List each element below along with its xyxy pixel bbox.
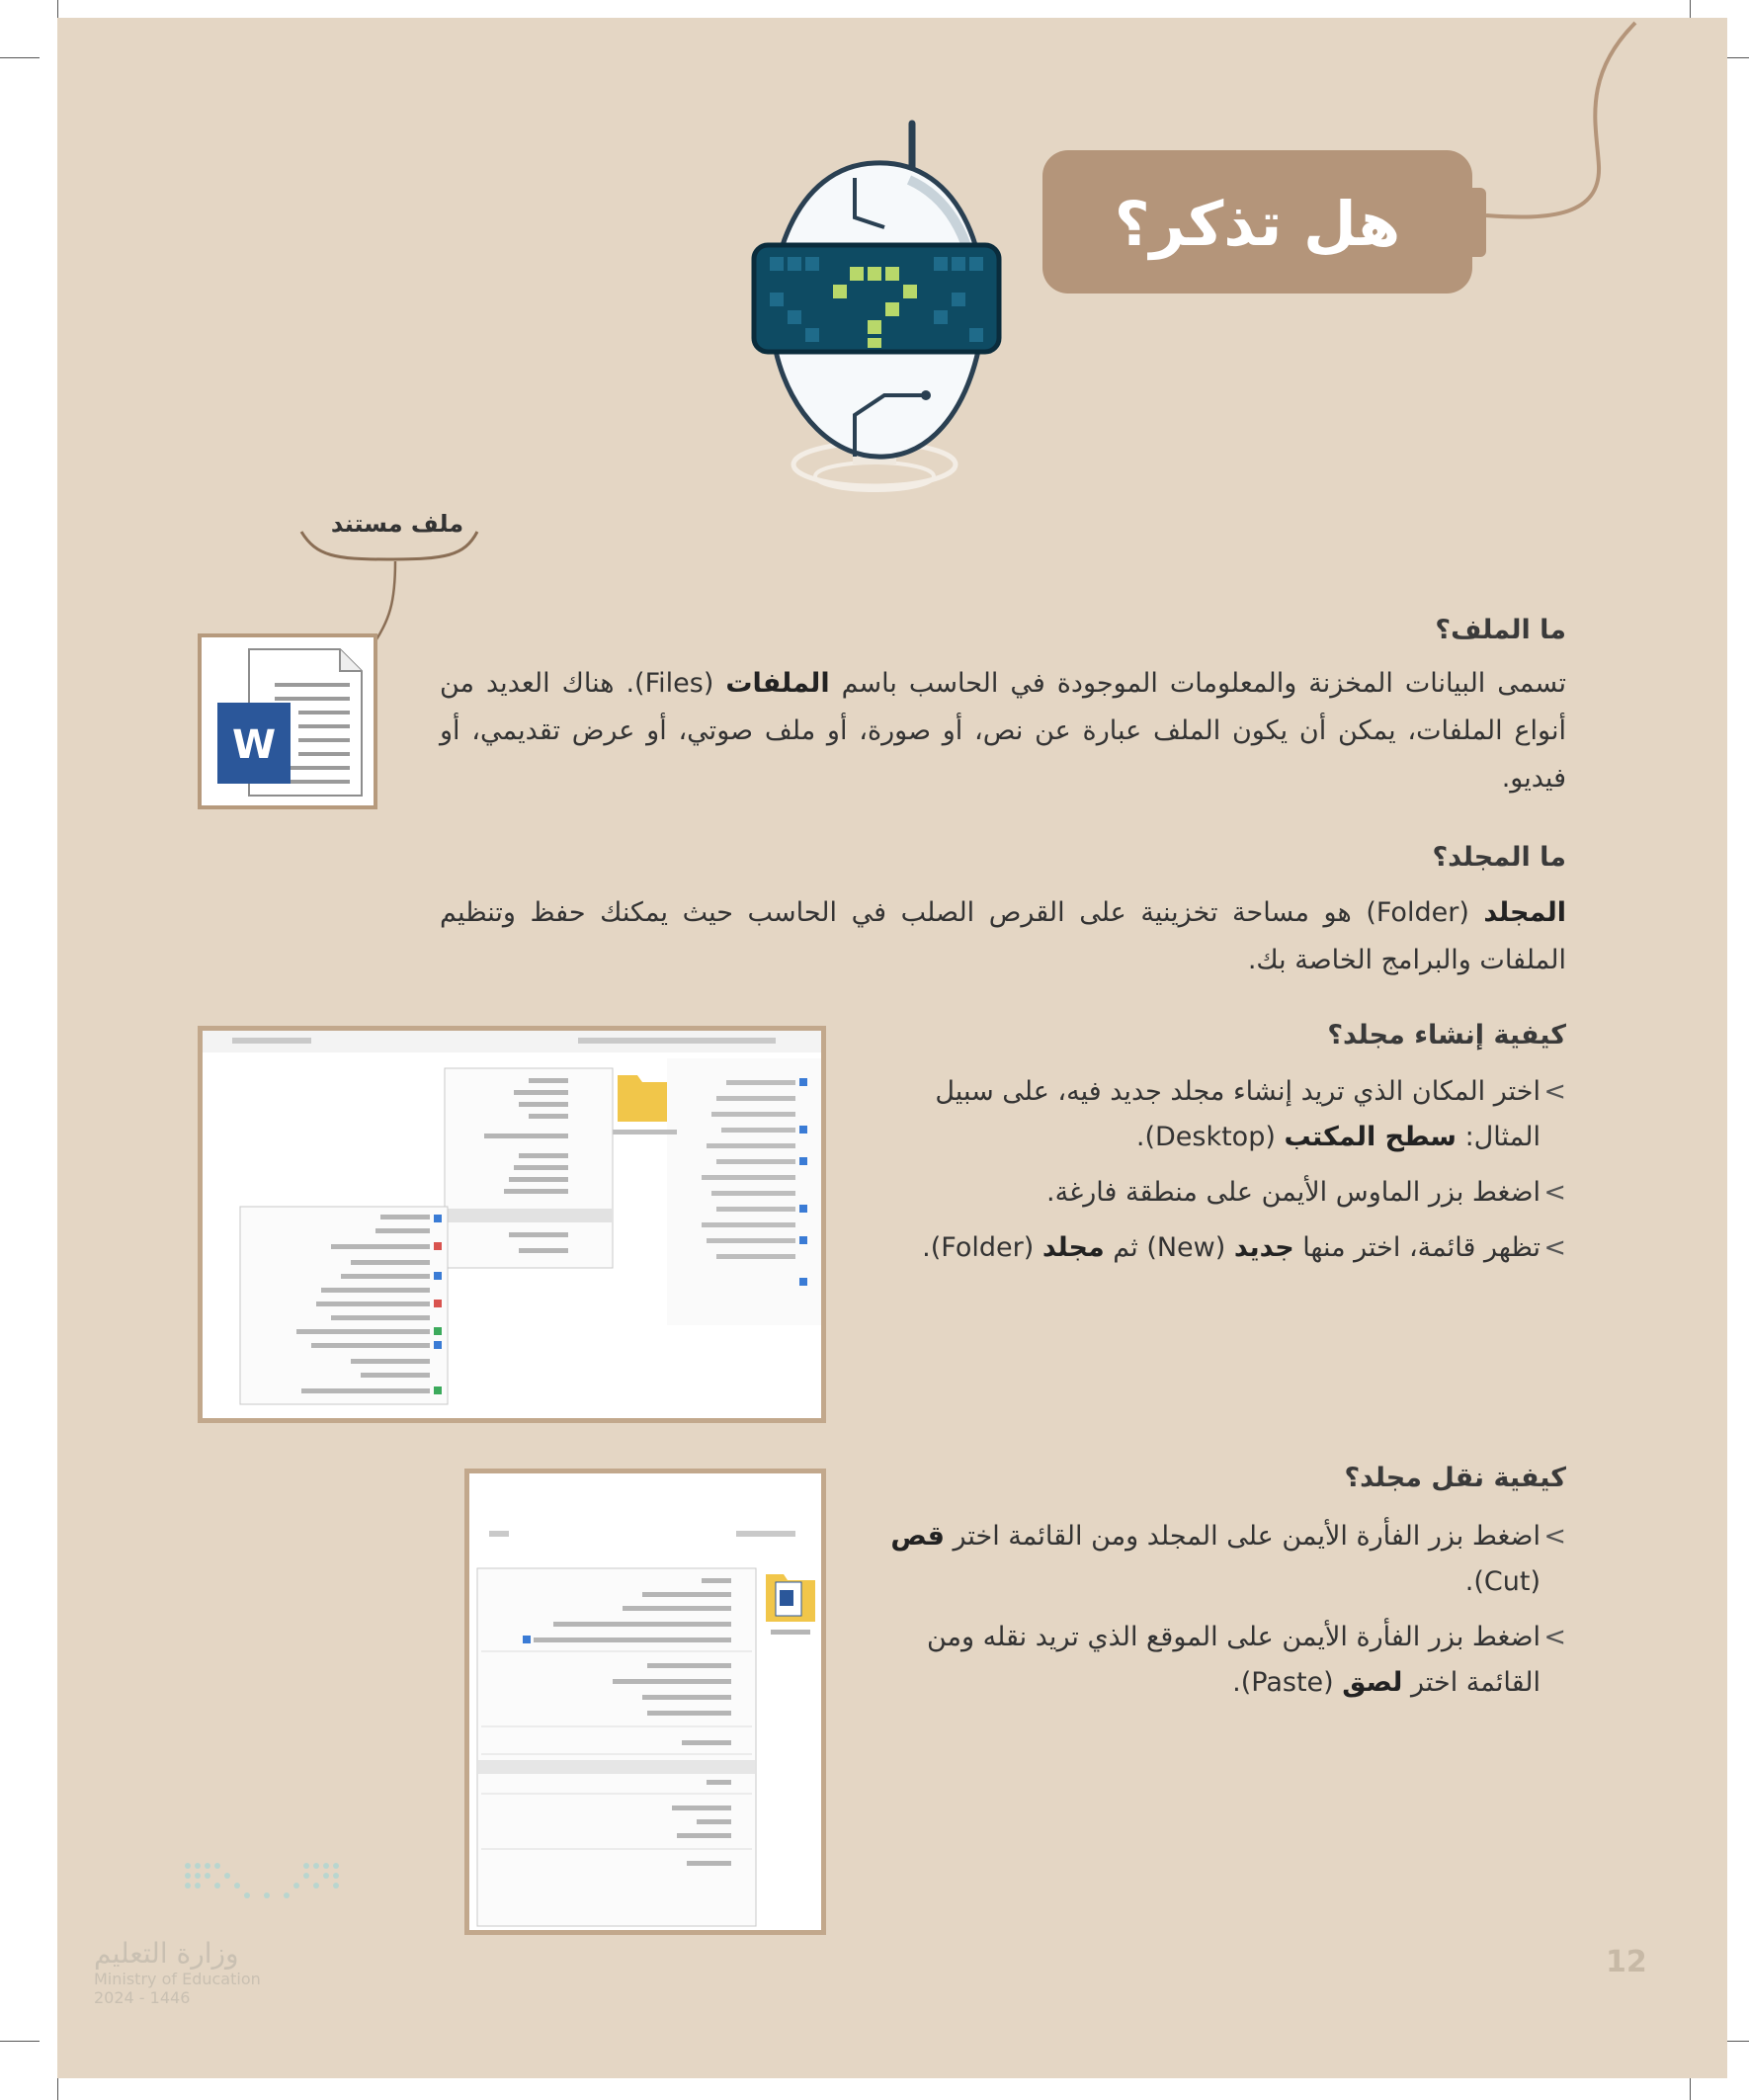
folder-paragraph: المجلد (Folder) هو مساحة تخزينية على القرص الصلب في الحاسب حيث يمكنك حفظ وتنظيم الملفات والبرامج الخاصة بك.: [440, 897, 1566, 975]
title-tab: [1472, 188, 1486, 257]
crop-mark: [0, 57, 40, 58]
file-paragraph: تسمى البيانات المخزنة والمعلومات الموجودة في الحاسب باسم الملفات (Files). هناك العديد من أنواع الملفات، يمكن أن يكون الملف عبارة عن نص، أو صورة، أو ملف صوتي، أو عرض تقديمي، أو فيديو.: [440, 668, 1566, 794]
document-file-box: [198, 633, 377, 809]
word-document-icon: [202, 637, 374, 805]
page-number: 12: [1606, 1945, 1647, 1979]
move-folder-steps: [874, 1514, 1566, 1716]
create-step-2: > اضغط بزر الماوس الأيمن على منطقة فارغة.: [874, 1170, 1566, 1216]
folder-heading: ما المجلد؟: [1432, 842, 1566, 873]
cut-paste-menu-image: [469, 1473, 821, 1930]
edition-year: 2024 - 1446: [94, 1988, 191, 2007]
crop-mark: [0, 2041, 40, 2042]
page-title: هل تذكر؟: [1114, 188, 1401, 260]
ministry-footer: [94, 1937, 311, 2007]
move-folder-screenshot: [464, 1469, 826, 1935]
file-heading: ما الملف؟: [1435, 615, 1566, 645]
word-letter: W: [231, 722, 277, 768]
decorative-curve: [1472, 18, 1650, 235]
title-banner: [1042, 150, 1472, 294]
explorer-context-menu-image: [203, 1031, 821, 1418]
ministry-name-en: Ministry of Education: [94, 1970, 261, 1988]
create-folder-steps: [874, 1069, 1566, 1281]
create-step-1: > اختر المكان الذي تريد إنشاء مجلد جديد فيه، على سبيل المثال: سطح المكتب (Desktop).: [874, 1069, 1566, 1160]
ministry-logo-icon: [178, 1858, 356, 1907]
create-folder-heading: كيفية إنشاء مجلد؟: [1327, 1020, 1566, 1050]
move-step-1: > اضغط بزر الفأرة الأيمن على المجلد ومن القائمة اختر قص (Cut).: [874, 1514, 1566, 1605]
doc-file-label: ملف مستند: [330, 510, 464, 538]
ministry-name-ar: وزارة التعليم: [94, 1937, 239, 1970]
robot-mascot-icon: [736, 119, 1013, 514]
label-pointer: [296, 522, 484, 650]
create-step-3: > تظهر قائمة، اختر منها جديد (New) ثم مجلد (Folder).: [874, 1225, 1566, 1271]
create-folder-screenshot: [198, 1026, 826, 1423]
move-folder-heading: كيفية نقل مجلد؟: [1344, 1463, 1566, 1493]
move-step-2: > اضغط بزر الفأرة الأيمن على الموقع الذي تريد نقله ومن القائمة اختر لصق (Paste).: [874, 1615, 1566, 1706]
